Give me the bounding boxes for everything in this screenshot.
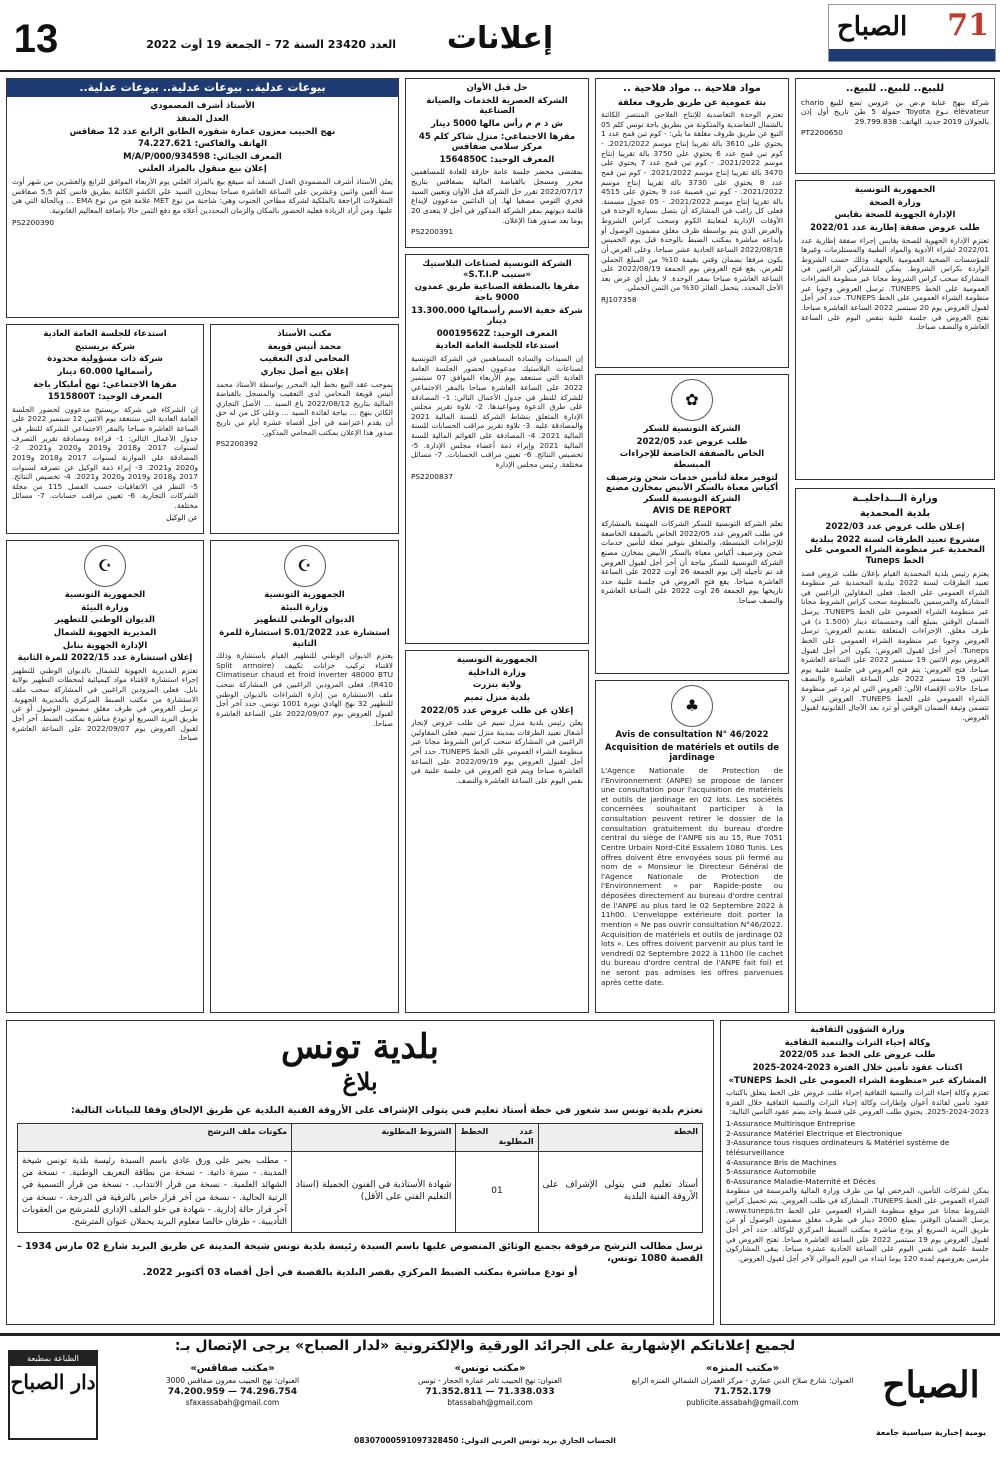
sugar-body: تعلم الشركة التونسية للسكر الشركات المهتمة بالمشاركة في طلب العروض عدد 2022/05 الخاص بالصفقة الخاضعة للإجراءات المبسطة، والمتعلق بتوفير معلة لتأمين خدمات شحن وترصيف أكياس معباة بالسكر الأبيض بمخازن مصنع الشركة التونسية للسكر بباجة أن آخر أجل لقبول العروض قد تم تأجيله إلى يوم الجمعة 26 أوت 2022 على الساعة العاشرة صباحا. يقع فتح العروض في جلسة علنية حدد تاريخها يوم الجمعة 26 أوت 2022 على الساعة العاشرة والنصف صباحا.: [601, 519, 783, 605]
table-header: الشروط المطلوبة: [292, 1123, 456, 1151]
notary-title4: إعلان بيع أصل تجاري: [260, 366, 349, 377]
list-item: 1-Assurance Multirisque Entreprise: [726, 1119, 855, 1128]
onas-ad-2: [210, 540, 399, 1013]
dissolution-body: بمقتضى محضر جلسة عامة خارقة للعادة للمساهمين محرر ومسجل بالقباضة المالية بصفاقس بتاريخ 2022/07/17 تقرر حل الشركة قبل الأوان وتعيين السيد فخري التومي مصفيا لها. إن الدائنين مدعوون لإيداع قائمة ديونهم بمقر الشركة المذكور في أجل لا يتعدى 20 يوما بعد صدور هذا الإعلان.: [411, 167, 583, 225]
notary-title1: مكتب الأستاذ: [277, 329, 332, 339]
office-name: «مكتب المنزه»: [705, 1363, 780, 1374]
logo-name: الصباح: [837, 12, 908, 42]
culture-title1: وزارة الشؤون الثقافية: [810, 1025, 905, 1035]
dissolution-line1: ش ذ م م رأس مالها 5000 دينار: [430, 118, 564, 129]
republic-emblem-icon: ☪: [84, 545, 126, 587]
bizerte-title2: وزارة الداخلية: [467, 667, 527, 678]
table-header: الخطة: [538, 1123, 702, 1151]
footer-print-logo: [8, 1350, 98, 1440]
health-title4: طلب عروض صفقة إطارية عدد 2022/01: [810, 222, 980, 233]
plastic-line1: مقرها بالمنطقة الصناعية طريق عمدون 9000 باجة: [414, 282, 580, 303]
logo-number: 71: [947, 8, 989, 43]
bizerte-title5: إعلان عن طلب عروض عدد 2022/05: [420, 705, 574, 716]
sugar-ad: [595, 374, 789, 674]
culture-title2: وكالة إحياء التراث والتنمية الثقافية: [784, 1037, 931, 1048]
table-header: عدد الخطط المطلوبة: [456, 1123, 538, 1151]
newspaper-logo: [828, 4, 996, 62]
dissolution-line3: المعرف الوحيد: 1564850C: [439, 154, 555, 165]
dissolution-ad: [405, 78, 589, 248]
judicial-ad: [6, 78, 399, 318]
interior-title3: إعـلان طلب عروض عدد 2022/03: [825, 522, 965, 532]
onas-ad-1: [6, 540, 204, 1013]
tunis-intro: تعتزم بلدية تونس سد شغور في خطة أستاذ تعليم فني يتولى الإشراف على الأروقة الفنية البلدية عن طريق الإلحاق وفقا للبيانات التالية:: [70, 1104, 703, 1116]
table-cell: شهادة الأستاذية في الفنون الجميلة (استاذ التعليم الفني على الأقل): [292, 1151, 456, 1232]
table-header-row: [18, 1123, 703, 1151]
bizerte-title3: ولاية بنزرت: [472, 680, 522, 691]
phone-value: 74.296.754: [240, 1386, 298, 1397]
interior-title1: وزارة الـــداخليــة: [852, 493, 938, 504]
onas2-title4: استشارة عدد 2022/S.01 استشارة للمرة الثانية: [219, 627, 390, 649]
interior-body: يعتزم رئيس بلدية المحمدية القيام بإعلان طلب عروض قصد تعبيد الطرقات لسنة 2022 ببلدية المحمدية عبر منظومة الشراء العمومي على الخط. فعلى المقاولين الراغبين في المشاركة والمرسمين بالمنظومة سحب كراس الشروط مجانا عبر منظومة الشراء العمومي على الخط TUNEPS. يرسل الضمان الوقتي بمبلغ ألف وخمسمائة دينار (1.500 د) في ظرف مغلق. الإجراءات المتعلقة بتقديم العروض: ترسل العروض وجوبا عبر منظومة الشراء العمومي على الخط Tuneps. آخر أجل لقبول العروض: يكون آخر أجل لقبول العروض يوم الاثنين 19 سبتمبر 2022 على الساعة العاشرة صباحا. فتح العروض: يتم فتح العروض في جلسة علنية يوم الاثنين 19 سبتمبر 2022 على الساعة العاشرة والنصف صباحا. حالات الإقصاء الآلي: العروض التي لم ترد عبر منظومة الشراء العمومي على الخط TUNEPS. العروض التي لا تتضمن وثيقة الضمان الوقتي أو ترد بعد الآجال القانونية لقبول العروض.: [801, 568, 989, 722]
anpe-ad: [595, 680, 789, 1013]
office-sfax: [105, 1362, 360, 1432]
sale-body: شركة بنهج عنابة م.ص بن عروس تضع للبيع chario élévateur نـوع Toyota حمولة 5 طن تاريخ أول إذن بالجولان 2019 جديد. الهاتف: 29.799.838: [801, 97, 990, 126]
tunis-table: [17, 1123, 703, 1233]
culture-body2: يمكن لشركات التأمين، المرخص لها من طرف وزارة المالية والمرسمة في منظومة الشراء العمومي على الخط TUNEPS، المشاركة في طلب العروض. يتم تحميل كراس الشروط مجانا عبر موقع منظومة الشراء العمومي على الخط www.tuneps.tn. يرسل الضمان الوقتي بمبلغ 2000 دينار في ظرف مغلق مضمون الوصول أو عن طريق البريد السريع أو يودع مباشرة بمكتب الضبط المركزي للوكالة. حدد آخر أجل لقبول العروض يوم 19 سبتمبر 2022 على الساعة العاشرة صباحا. تفتح العروض في جلسة علنية في نفس اليوم على الساعة الحادية عشرة صباحا. يبقى المشاركون ملزمين بعروضهم لمدة 120 يوما ابتداء من اليوم الموالي لآخر أجل لقبول العروض.: [726, 1186, 989, 1263]
notary-ad: [210, 324, 399, 534]
sugar-title3: الخاص بالصفقة الخاضعة للإجراءات المبسطة: [619, 449, 765, 470]
notary-title2: محمد أنيس قويعة: [267, 341, 342, 352]
notary-ref: PS2200392: [216, 439, 259, 449]
logo-bar: [829, 49, 995, 61]
table-row: [18, 1151, 703, 1232]
notary-title3: المحامي لدى التعقيب: [259, 354, 350, 365]
office-phone: 71.752.179: [714, 1386, 771, 1397]
tunis-subtitle: بلاغ: [342, 1066, 378, 1096]
culture-ad: [720, 1020, 995, 1325]
tunis-title: بلدية تونس: [281, 1027, 439, 1067]
office-address: العنوان: شارع صلاح الدين عماري - مركز العمران الشمالي المنزه الرابع: [631, 1375, 854, 1385]
plastic-line3: المعرف الوحيد: 00019562Z: [436, 328, 558, 339]
footer-bank: الحساب الجاري بريد تونس العربي الدولي: 08307000591097328450: [354, 1436, 616, 1445]
dissolution-line2: مقرها الاجتماعي: منزل شاكر كلم 45 مركز سلامي صفاقس: [418, 131, 576, 153]
assembly-title2: شركة بريستيج: [74, 341, 136, 352]
judicial-body: يعلن الأستاذ أشرف المصمودي العدل المنفذ أنه سيقع بيع بالمزاد العلني يوم الأربعاء الموافق للرابع والعشرين من شهر أوت سنة ألفين واثنين وعشرين على الساعة العاشرة صباحا بمخازن السيد علي الكشو الكائنة بطريق قابس كلم 5,5 صفاقس المنقولات الراجعة بالملكية لشركة مطاحن الجنوب وهي: شاحنة من نوع MET علامة فتح من نوع EMA ... وبالحالة التي هي عليها. ومن أراد الزيادة فعليه الحضور بالمكان والزمان المحددين أعلاه مع دفع الثمن حالا بإضافة المعاليم القانونية.: [12, 177, 393, 215]
bizerte-title1: الجمهورية التونسية: [456, 655, 538, 665]
onas1-title1: الجمهورية التونسية: [64, 590, 146, 600]
onas2-body: يعتزم الديوان الوطني للتطهير القيام باستشارة وذلك لاقتناء تركيب خزانات تكييف (Split armoire Climatiseur chaud et froid inverter 48000 BTU R410). فعلى المزودين الراغبين في المشاركة سحب ملف الاستشارة من إدارة الشراءات بالديوان الوطني للتطهير 32 نهج الهادي نويرة 1001 تونس. حدد آخر أجل لقبول العروض يوم 2022/09/07 على الساعة العاشرة صباحا.: [216, 651, 393, 728]
list-item: 2-Assurance Matériel Electrique et Electronique: [726, 1128, 902, 1138]
health-ad: [795, 180, 995, 480]
footer-headline: لجميع إعلاناتكم الإشهارية على الجرائد الورقية والإلكترونية «لدار الصباح» يرجى الإتصال بـ:: [174, 1338, 796, 1354]
print-label: الطباعة بمطبعة: [10, 1352, 96, 1366]
office-name: «مكتب صفاقس»: [190, 1363, 275, 1374]
bizerte-title4: بلدية منزل تميم: [463, 692, 531, 703]
culture-title4: اكتتاب عقود تأمين خلال الفترة 2023-2024-2025: [752, 1062, 963, 1073]
agri-body: تعتزم الوحدة التعاضدية للإنتاج الفلاحي المنتصر الكائنة بالشمال التعاضدية والمتكونة من بطريق باجة تونس كلم 05 التبع عن طريق ظروف مغلقة ما يلي: - كوم تبن قمح عدد 1 يحتوي على 3610 بالة تقريبا إنتاج موسم 2021/2022. - كوم تبن قمح عدد 6 يحتوي على 3750 بالة تقريبا إنتاج موسم 2021/2022. - كوم تبن قمح عدد 7 يحتوي على 3470 بالة تقريبا إنتاج موسم 2021/2022. - كوم تبن قمح عدد 8 يحتوي على 3730 بالة تقريبا إنتاج موسم 2021/2022. - كوم تبن قصيبة عدد 9 يحتوي على 4515 بالة تقريبا إنتاج موسم 2021/2022. - 05 عجول مسمنة. فعلى كل راغب في المشاركة أن يتصل بسيارة الوحدة في الأوقات الإدارية لمعاينة الكوم وسحب كراس الشروط والعرض الذي يتم بواسطة ظرف مغلق مضمون الوصول أو بإيداعه مباشرة بمكتب الضبط بالوحدة قبل يوم الخميس 2022/08/18 الساعة الحادية عشر صباحا. وعلى العرض أن يكون مرفقا بضمان وقتي بقيمة 10% من المبلغ الجملي للعرض. يقع فتح العروض يوم الجمعة 2022/08/19 على الساعة العاشرة صباحا بمقر الوحدة. لا يقبل أي عرض بعد الأجل المحدد. يتحمل الفائز 30% من الثمن الجملي.: [601, 110, 784, 293]
footer-logo: الصباح: [882, 1364, 980, 1406]
assembly-ad: [6, 324, 204, 534]
page-number: 13: [13, 17, 59, 60]
notary-body: بموجب عقد البيع بخط اليد المحرر بواسطة الأستاذ محمد أنيس قويعة المحامي لدى التعقيب والمسجل بالقباضة المالية بتاريخ 2022/08/12 باع السيد ... الأصل التجاري الكائن بنهج ... بباجة لفائدة السيد ... وعلى كل من له حق أن يقدم اعتراضه في أجل أقصاه عشرة أيام من تاريخ صدور هذا الإعلان بمكتب المحامي المذكور.: [216, 379, 393, 437]
plastic-ref: PS2200837: [411, 471, 454, 481]
judicial-ref: PS2200390: [12, 217, 55, 227]
list-item: 6-Assurance Maladie-Maternité et Décès: [726, 1176, 876, 1186]
judicial-role: العدل المنفذ: [176, 113, 229, 124]
assembly-title1: استدعاء للجلسة العامة العادية: [43, 329, 167, 339]
office-email: sfaxassabah@gmail.com: [185, 1397, 280, 1407]
sale-ref: PT2200650: [801, 128, 843, 138]
sugar-title4: لتوفير معلة لتأمين خدمات شحن وترصيف أكياس معباة بالسكر الأبيض بمخازن مصنع الشركة التونسية للسكر: [605, 472, 778, 504]
plastic-ad: [405, 254, 589, 644]
bizerte-body: يعلن رئيس بلدية منزل تميم عن طلب عروض لإنجاز أشغال تعبيد الطرقات بمدينة منزل تميم. فعلى المقاولين الراغبين في المشاركة سحب كراس الشروط مجانا عبر منظومة الشراء العمومي على الخط TUNEPS. حدد آخر أجل لقبول العروض يوم 2022/09/19 على الساعة العاشرة صباحا ويتم فتح العروض في جلسة علنية في نفس اليوم على الساعة العاشرة والنصف.: [411, 718, 583, 785]
office-name: «مكتب تونس»: [454, 1363, 526, 1374]
judicial-address: نهج الحبيب معزون عمارة شقوره الطابق الرابع عدد 12 صفاقس: [69, 126, 336, 137]
onas1-title6: إعلان استشارة عدد 2022/15 للمرة الثانية: [17, 653, 193, 664]
print-name: دار الصباح: [10, 1370, 96, 1394]
anpe-body: L'Agence Nationale de Protection de l'Environnement (ANPE) se propose de lancer une consultation pour l'acquisition de matériels et outils de jardinage en 02 lots. Les sociétés concernées souhaitant participer à la consultation peuvent retirer le dossier de la consultation gratuitement du bureau d'ordre central du siège de l'ANPE sis au 15, Rue 7051 Centre Urbain Nord-Cité Essalem 1080 Tunis. Les offres doivent être envoyées sous pli fermé au nom de « Monsieur le Directeur Général de l'Agence Nationale de Protection de l'Environnement » par Rapide-poste ou déposées directement au bureau d'ordre central de l'ANPE au plus tard le 02 Septembre 2022 à 11h00. L'enveloppe extérieure doit porter la mention « Ne pas ouvrir consultation N°46/2022. Acquisition de matériels et outils de jardinage 02 lots ». Les offres doivent parvenir au plus tard le vendredi 02 Septembre 2022 à 11h00 (le cachet du bureau d'ordre central de l'ANPE fait foi) et ne seront pas admises les offres parvenues après cette date.: [601, 765, 783, 987]
office-email: publicite.assabah@gmail.com: [686, 1397, 799, 1407]
bizerte-ad: [405, 650, 589, 1013]
office-phone: 71.338.033 — 71.352.811: [425, 1386, 555, 1397]
table-cell: 01: [456, 1151, 538, 1232]
section-title: إعلانات: [446, 21, 554, 56]
dissolution-ref: PS2200391: [411, 227, 454, 237]
agri-title: مواد فلاحية .. مواد فلاحية ..: [623, 83, 761, 94]
anpe-title2: Acquisition de matériels et outils de jardinage: [605, 742, 779, 764]
agri-ad: [595, 78, 789, 368]
anpe-logo-icon: ♣: [671, 685, 713, 727]
onas1-title2: وزارة البيئة: [81, 602, 129, 613]
judicial-banner: بيوعات عدلية.. بيوعات عدلية.. بيوعات عدلية..: [7, 79, 398, 97]
dissolution-company: الشركة العصرية للخدمات والصيانة الصناعية: [426, 95, 568, 117]
dissolution-title: حل قبل الأوان: [466, 83, 528, 93]
health-title2: وزارة الصحة: [869, 197, 921, 208]
assembly-title6: المعرف الوحيد: 1515800T: [47, 392, 163, 403]
health-title1: الجمهورية التونسية: [854, 185, 936, 195]
interior-title2: بلدية المحمدية: [859, 507, 931, 519]
onas1-title3: الديوان الوطني للتطهير: [55, 615, 155, 626]
office-email: btassabah@gmail.com: [447, 1397, 533, 1407]
plastic-line2: شركة خفية الاسم رأسمالها 13.300.000 دينار: [411, 305, 583, 327]
phone-value: 74.200.959: [167, 1386, 225, 1397]
issue-line: العدد 23420 السنة 72 – الجمعة 19 أوت 2022: [146, 38, 396, 51]
plastic-title1: الشركة التونسية لصناعات البلاستيك «ستيب S.T.I.P»: [422, 259, 572, 280]
assembly-sign: عن الوكيل: [166, 512, 198, 522]
onas2-title2: وزارة البيئة: [280, 602, 329, 613]
health-title3: الإدارة الجهوية للصحة بقابس: [834, 210, 956, 221]
onas2-title3: الديوان الوطني للتطهير: [254, 615, 355, 626]
judicial-note: إعلان بيع منقول بالمزاد العلني: [138, 164, 267, 175]
sale-ad: [795, 78, 995, 174]
republic-emblem-icon: ☪: [284, 545, 326, 587]
sugar-title2: طلب عروض عدد 2022/05: [636, 436, 748, 447]
interior-title4: مشروع تعبيد الطرقات لسنة 2022 ببلدية المحمدية عبر منظومة الشراء العمومي على الخط Tuneps: [805, 534, 985, 566]
plastic-line4: استدعاء للجلسة العامة العادية: [435, 341, 559, 352]
onas1-title5: الإدارة الجهوية بنابل: [62, 640, 148, 651]
onas2-title1: الجمهورية التونسية: [264, 590, 345, 600]
tunis-outro2: أو تودع مباشرة بمكتب الضبط المركزي بقصر البلدية بالقصبة في أجل أقصاه 03 أكتوبر 2022.: [142, 1267, 578, 1279]
tunis-outro1: ترسل مطالب الترشح مرفوقة بجميع الوثائق المنصوص عليها باسم السيدة رئيسة بلدية تونس شيخة المدينة عن طريق البريد شارع 02 مارس 1934 – القصبة 1080 تونس،: [17, 1240, 703, 1264]
onas1-body: تعتزم المديرية الجهوية للشمال بالديوان الوطني للتطهير إجراء استشارة لاقتناء مواد كيميائية لمحطات التطهير بولاية نابل. فعلى المزودين الراغبين في المشاركة سحب ملف الاستشارة من مكتب الضبط المركزي بالمديرية الجهوية. ترسل العروض في ظرف مغلق مضمون الوصول أو عن طريق البريد السريع أو تودع مباشرة بمكتب الضبط. آخر أجل لقبول العروض يوم 2022/09/07 على الساعة العاشرة صباحا.: [12, 665, 198, 743]
table-cell: أستاذ تعليم فني يتولى الإشراف على الأروقة الفنية البلدية: [538, 1151, 702, 1232]
agri-ref: RJ107358: [601, 295, 637, 304]
footer-tagline: يومية إخبارية سياسية جامعة: [876, 1428, 986, 1437]
sale-title: للبيع.. للبيع.. للبيع..: [845, 83, 945, 94]
office-tunis: [365, 1362, 615, 1432]
table-header: مكونات ملف الترشح: [18, 1123, 292, 1151]
interior-ad: [795, 488, 995, 1013]
list-item: 4-Assurance Bris de Machines: [726, 1157, 837, 1167]
agri-subtitle: بتة عمومية عن طريق ظروف مغلقة: [617, 97, 767, 108]
judicial-tax: المعرف الجبائي: 934598/M/A/P/000: [123, 151, 282, 162]
phone-value: 71.338.033: [497, 1386, 555, 1397]
sugar-logo-icon: ✿: [671, 379, 713, 421]
culture-body: تعتزم وكالة إحياء التراث والتنمية الثقافية إجراء طلب عروض على الخط يتعلق باكتتاب عقود تأمين لفائدة أعوان وإطارات وكالة إحياء التراث والتنمية الثقافية خلال الفترة 2023-2024-2025. يحتوي طلب العروض على قسط واحد يضم عقود التأمين التالية:: [726, 1088, 989, 1117]
tunis-ad: [6, 1020, 714, 1325]
culture-title3: طلب عروض على الخط عدد 2022/05: [779, 1050, 936, 1061]
office-address: العنوان: نهج الحبيب معزون صفاقس 3000: [165, 1375, 300, 1385]
plastic-body: إن السيدات والسادة المساهمين في الشركة التونسية لصناعات البلاستيك مدعوون لحضور الجلسة العامة العادية التي ستنعقد يوم الأربعاء الموافق 07 سبتمبر 2022 على الساعة العاشرة صباحا بالمقر الاجتماعي للشركة للنظر في جدول الأعمال التالي: 1- المصادقة على طرق الدعوة ومواعيدها. 2- تلاوة تقرير مجلس الإدارة المتعلق بنشاط الشركة للسنة المالية 2021 والمصادقة عليه. 3- تلاوة تقرير مراقب الحسابات للسنة المالية 2021. 4- المصادقة على القوائم المالية للسنة المالية 2021 وإبراء ذمة أعضاء مجلس الإدارة. 5- تخصيص النتائج. 6- تعيين مراقب الحسابات. 7- مسائل مختلفة. رئيس مجلس الإدارة: [411, 354, 584, 469]
assembly-title5: مقرها الاجتماعي: نهج أمليكار باجة: [33, 379, 177, 390]
office-menzah: [620, 1362, 865, 1432]
onas1-title4: المديرية الجهوية للشمال: [53, 627, 157, 638]
table-cell: - مطلب بحبر على ورق عادي باسم السيدة رئيسة بلدية تونس شيخة المدينة. - سيرة ذاتية. - نسخة من بطاقة التعريف الوطنية. - نسخة من الشهائد العلمية. - نسخة من قرار الانتداب. - نسخة من قرار التسمية في الرتبة الحالية. - نسخة من آخر قرار خاص بالترقية في الدرجة. - نسخة من آخر قرار حالة إدارية. - شهادة في خلو الملف الإداري للمترشح من العقوبات التأديبية. - ظرفان خالصا معلوم البريد يحملان عنوان المترشح.: [18, 1151, 292, 1232]
office-phone: 74.296.754 — 74.200.959: [167, 1386, 298, 1397]
culture-list: [726, 1119, 989, 1186]
list-item: 5-Assurance Automobile: [726, 1167, 817, 1177]
assembly-title3: شركة ذات مسؤولية محدودة: [47, 354, 163, 365]
judicial-phone: الهاتف والفاكس: 74.227.621: [138, 139, 267, 150]
office-address: العنوان: نهج الحبيب ثامر عمارة الحجاز - تونس: [418, 1375, 562, 1385]
anpe-title1: Avis de consultation N° 46/2022: [615, 730, 769, 740]
judicial-lawyer: الأستاذ أشرف المصمودي: [150, 101, 255, 112]
culture-title5: المشاركة عبر «منظومة الشراء العمومي على الخط TUNEPS»: [728, 1075, 987, 1086]
sugar-title1: الشركة التونسية للسكر: [643, 424, 741, 434]
list-item: 3-Assurance tous risques ordinateurs & Matériel système de télésurveillance: [726, 1138, 950, 1157]
sugar-title5: AVIS DE REPORT: [652, 506, 732, 517]
assembly-title4: رأسمالها 60.000 دينار: [57, 366, 153, 377]
health-body: تعتزم الإدارة الجهوية للصحة بقابس إجراء صفقة إطارية عدد 2022/01 لشراء الأدوية والمواد الطبية والمستلزمات وغيرها للمؤسسات الصحية العمومية بالجهة، وذلك حسب الشروط الواردة بكراس الشروط. يمكن للمشاركين الراغبين في المشاركة سحب كراس الشروط مجانا عبر منظومة الشراءات العمومية على الخط TUNEPS. ترسل العروض وجوبا عبر منظومة الشراء العمومي على الخط TUNEPS. حدد آخر أجل لقبول العروض يوم 20 سبتمبر 2022 الساعة العاشرة صباحا. تفتح العروض في جلسة علنية بنفس اليوم على الساعة العاشرة والنصف صباحا.: [801, 235, 989, 332]
assembly-body: إن الشركاء في شركة بريستيج مدعوون لحضور الجلسة العامة العادية التي ستنعقد يوم الاثنين 12 سبتمبر 2022 على الساعة العاشرة صباحا بالمقر الاجتماعي للشركة للنظر في جدول الأعمال التالي: 1- قراءة ومصادقة تقرير التصرف لسنوات 2017 و2018 و2019 و2020 و2021. 2- المصادقة على الموازنة لسنوات 2017 و2018 و2019 و2020 و2021. 3- إبراء ذمة الوكيل عن تصرفه لسنوات 2017 و2018 و2019 و2020 و2021. 4- تخصيص النتائج. 5- النظر في الاتفاقيات حسب الفصل 115 من مجلة الشركات التجارية. 6- تعيين مراقب حسابات. 7- مسائل مختلفة.: [12, 404, 199, 510]
phone-value: 71.352.811: [425, 1386, 483, 1397]
